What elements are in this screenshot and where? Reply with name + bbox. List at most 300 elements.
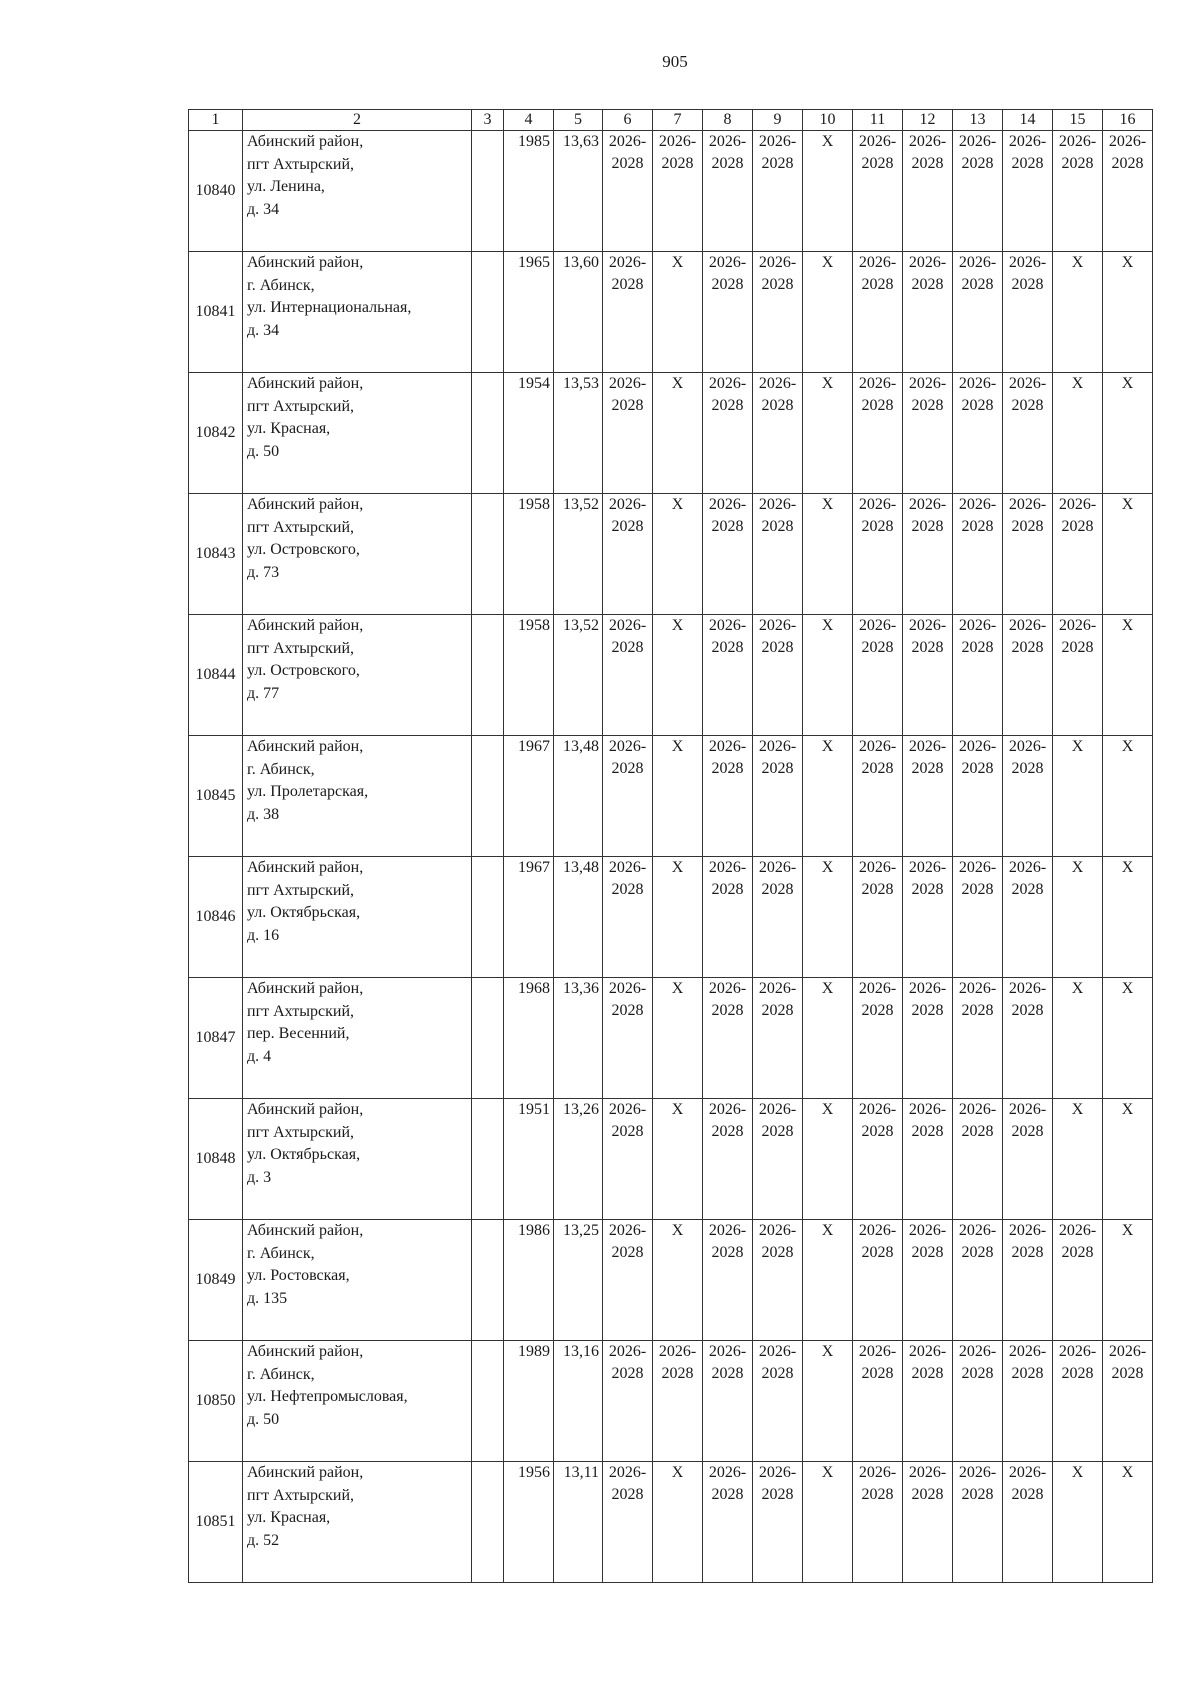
address-line: Абинский район, <box>247 617 364 634</box>
column-header: 15 <box>1053 110 1103 131</box>
column-header: 6 <box>603 110 653 131</box>
year-cell: 1958 <box>504 494 554 615</box>
period-cell <box>1053 373 1103 494</box>
period-cell <box>903 373 953 494</box>
period-line: 2028 <box>711 1123 744 1140</box>
address-line: ул. Ростовская, <box>247 1267 350 1284</box>
period-cell <box>1003 1462 1053 1583</box>
empty-cell <box>472 1462 504 1583</box>
period-line: Х <box>671 375 684 392</box>
period-line: 2028 <box>761 1002 794 1019</box>
period-cell <box>1003 978 1053 1099</box>
period-line: Х <box>1121 375 1134 392</box>
area-cell: 13,26 <box>554 1099 603 1220</box>
period-cell <box>1053 1099 1103 1220</box>
address-cell <box>243 131 472 252</box>
period-line: 2028 <box>911 1486 944 1503</box>
period-cell <box>953 978 1003 1099</box>
period-line: 2026- <box>958 1343 997 1360</box>
area-cell: 13,25 <box>554 1220 603 1341</box>
period-cell <box>953 857 1003 978</box>
period-line: 2026- <box>708 1101 747 1118</box>
period-line: 2028 <box>861 760 894 777</box>
period-cell <box>1103 615 1153 736</box>
period-line: 2026- <box>608 1101 647 1118</box>
period-cell <box>753 1341 803 1462</box>
period-cell <box>903 736 953 857</box>
period-line: 2026- <box>758 1222 797 1239</box>
period-cell <box>853 1462 903 1583</box>
period-line: Х <box>1071 1101 1084 1118</box>
period-line: 2028 <box>961 518 994 535</box>
address-line: д. 34 <box>247 321 280 339</box>
period-line: 2026- <box>1008 496 1047 513</box>
period-line: Х <box>821 1343 834 1360</box>
period-line: 2026- <box>858 859 897 876</box>
period-cell <box>603 736 653 857</box>
period-line: 2026- <box>908 1101 947 1118</box>
period-line: 2028 <box>611 397 644 414</box>
period-line: 2026- <box>708 1222 747 1239</box>
address-cell <box>243 494 472 615</box>
header-row <box>189 110 1153 131</box>
period-cell <box>953 1220 1003 1341</box>
period-line: Х <box>1071 980 1084 997</box>
period-cell <box>953 252 1003 373</box>
period-line: 2028 <box>761 639 794 656</box>
period-cell <box>803 978 853 1099</box>
period-cell <box>1103 131 1153 252</box>
period-line: 2028 <box>911 881 944 898</box>
address-line: г. Абинск, <box>247 760 315 778</box>
address-cell <box>243 1341 472 1462</box>
period-line: Х <box>671 496 684 513</box>
address-line: пгт Ахтырский, <box>247 518 355 536</box>
period-line: 2028 <box>911 397 944 414</box>
address-line: ул. Интернациональная, <box>247 299 412 316</box>
period-cell <box>603 1099 653 1220</box>
period-line: 2026- <box>958 1464 997 1481</box>
period-line: 2026- <box>858 133 897 150</box>
period-line: 2028 <box>861 276 894 293</box>
page-number: 905 <box>662 52 688 71</box>
address-line: д. 3 <box>247 1168 272 1186</box>
year-cell: 1967 <box>504 857 554 978</box>
registry-table <box>188 109 1153 1583</box>
period-line: 2026- <box>958 859 997 876</box>
address-cell <box>243 252 472 373</box>
period-line: 2028 <box>761 1244 794 1261</box>
address-line: ул. Октябрьская, <box>247 1146 361 1163</box>
period-line: 2028 <box>611 1486 644 1503</box>
period-line: Х <box>1121 859 1134 876</box>
column-header: 9 <box>753 110 803 131</box>
period-line: Х <box>671 859 684 876</box>
period-line: 2026- <box>608 738 647 755</box>
period-cell <box>703 373 753 494</box>
period-cell <box>703 494 753 615</box>
period-cell <box>803 1099 853 1220</box>
period-line: 2026- <box>958 254 997 271</box>
period-cell <box>1003 494 1053 615</box>
period-line: 2028 <box>961 1365 994 1382</box>
address-line: пгт Ахтырский, <box>247 881 355 899</box>
period-line: 2028 <box>1061 155 1094 172</box>
address-cell <box>243 373 472 494</box>
period-line: 2028 <box>861 1002 894 1019</box>
period-line: 2028 <box>711 760 744 777</box>
period-line: 2028 <box>1011 397 1044 414</box>
period-cell <box>1103 494 1153 615</box>
address-line: пгт Ахтырский, <box>247 155 355 173</box>
period-cell <box>903 1099 953 1220</box>
period-line: 2028 <box>611 1365 644 1382</box>
period-line: 2026- <box>608 859 647 876</box>
period-cell <box>1053 615 1103 736</box>
period-line: 2026- <box>908 1222 947 1239</box>
table-row <box>189 252 1153 373</box>
address-line: д. 50 <box>247 442 280 460</box>
row-number: 10841 <box>189 252 243 373</box>
period-line: Х <box>671 980 684 997</box>
period-line: 2028 <box>611 760 644 777</box>
period-line: 2028 <box>961 639 994 656</box>
year-cell: 1956 <box>504 1462 554 1583</box>
period-line: 2026- <box>908 1464 947 1481</box>
address-line: г. Абинск, <box>247 276 315 294</box>
area-cell: 13,52 <box>554 494 603 615</box>
row-number: 10846 <box>189 857 243 978</box>
period-cell <box>1103 736 1153 857</box>
address-line: Абинский район, <box>247 1464 364 1481</box>
address-line: д. 34 <box>247 200 280 218</box>
period-line: 2026- <box>758 1101 797 1118</box>
period-cell <box>603 1220 653 1341</box>
address-cell <box>243 1099 472 1220</box>
period-line: 2026- <box>958 133 997 150</box>
period-cell <box>1103 978 1153 1099</box>
period-line: Х <box>821 1222 834 1239</box>
column-header: 11 <box>853 110 903 131</box>
period-line: 2026- <box>858 738 897 755</box>
address-line: д. 135 <box>247 1289 288 1307</box>
address-cell <box>243 615 472 736</box>
period-line: 2026- <box>708 980 747 997</box>
period-line: 2028 <box>1061 639 1094 656</box>
period-line: Х <box>821 617 834 634</box>
period-cell <box>1053 1341 1103 1462</box>
period-cell <box>753 494 803 615</box>
period-line: 2028 <box>761 760 794 777</box>
period-line: 2028 <box>711 1002 744 1019</box>
period-cell <box>853 252 903 373</box>
period-cell <box>703 1341 753 1462</box>
period-cell <box>953 131 1003 252</box>
period-cell <box>853 494 903 615</box>
period-cell <box>603 857 653 978</box>
period-line: 2026- <box>758 617 797 634</box>
column-header: 4 <box>504 110 554 131</box>
empty-cell <box>472 978 504 1099</box>
period-line: Х <box>1121 496 1134 513</box>
period-line: 2028 <box>1011 1486 1044 1503</box>
period-cell <box>703 252 753 373</box>
period-line: Х <box>671 254 684 271</box>
period-line: 2026- <box>1058 496 1097 513</box>
address-line: д. 50 <box>247 1410 280 1428</box>
period-line: 2028 <box>1011 760 1044 777</box>
period-cell <box>753 978 803 1099</box>
period-cell <box>953 373 1003 494</box>
period-cell <box>1103 1099 1153 1220</box>
period-line: Х <box>821 980 834 997</box>
period-line: 2026- <box>608 496 647 513</box>
period-line: 2028 <box>761 276 794 293</box>
period-line: 2028 <box>1111 155 1144 172</box>
period-cell <box>703 615 753 736</box>
period-cell <box>803 736 853 857</box>
period-line: 2028 <box>711 1244 744 1261</box>
period-line: Х <box>1071 738 1084 755</box>
period-line: Х <box>1121 1464 1134 1481</box>
period-cell <box>853 373 903 494</box>
period-cell <box>1003 252 1053 373</box>
address-line: пгт Ахтырский, <box>247 639 355 657</box>
period-cell <box>653 252 703 373</box>
year-cell: 1968 <box>504 978 554 1099</box>
period-cell <box>653 1220 703 1341</box>
period-cell <box>1053 131 1103 252</box>
period-line: 2028 <box>761 881 794 898</box>
area-cell: 13,48 <box>554 736 603 857</box>
period-line: 2028 <box>961 1123 994 1140</box>
period-cell <box>853 1220 903 1341</box>
period-line: Х <box>1121 738 1134 755</box>
period-line: 2028 <box>711 276 744 293</box>
empty-cell <box>472 252 504 373</box>
period-line: Х <box>1121 1101 1134 1118</box>
address-line: Абинский район, <box>247 496 364 513</box>
period-cell <box>753 615 803 736</box>
period-cell <box>903 1462 953 1583</box>
empty-cell <box>472 373 504 494</box>
column-header: 5 <box>554 110 603 131</box>
column-header: 7 <box>653 110 703 131</box>
period-line: 2026- <box>858 496 897 513</box>
period-cell <box>703 1462 753 1583</box>
period-line: 2026- <box>708 859 747 876</box>
empty-cell <box>472 1341 504 1462</box>
address-line: пгт Ахтырский, <box>247 1002 355 1020</box>
period-line: 2028 <box>1011 1244 1044 1261</box>
period-line: 2026- <box>958 738 997 755</box>
period-line: 2028 <box>1011 518 1044 535</box>
table-row <box>189 373 1153 494</box>
period-cell <box>753 1220 803 1341</box>
period-cell <box>903 131 953 252</box>
period-line: 2026- <box>858 617 897 634</box>
year-cell: 1985 <box>504 131 554 252</box>
period-cell <box>603 131 653 252</box>
period-line: 2028 <box>1011 155 1044 172</box>
period-cell <box>1103 1220 1153 1341</box>
period-cell <box>753 736 803 857</box>
period-line: 2028 <box>961 155 994 172</box>
period-cell <box>653 978 703 1099</box>
period-line: 2026- <box>758 980 797 997</box>
period-cell <box>953 1462 1003 1583</box>
period-cell <box>803 494 853 615</box>
period-line: 2026- <box>908 375 947 392</box>
period-cell <box>853 978 903 1099</box>
address-line: д. 73 <box>247 563 280 581</box>
period-line: 2028 <box>611 1002 644 1019</box>
period-line: 2028 <box>711 1486 744 1503</box>
empty-cell <box>472 494 504 615</box>
column-header: 3 <box>472 110 504 131</box>
period-line: 2026- <box>1008 1343 1047 1360</box>
period-line: 2028 <box>761 1123 794 1140</box>
period-cell <box>1003 857 1053 978</box>
period-cell <box>903 494 953 615</box>
period-cell <box>803 1341 853 1462</box>
period-cell <box>1103 1462 1153 1583</box>
period-line: 2028 <box>1061 518 1094 535</box>
row-number: 10842 <box>189 373 243 494</box>
empty-cell <box>472 736 504 857</box>
period-line: 2026- <box>758 1464 797 1481</box>
empty-cell <box>472 1099 504 1220</box>
empty-cell <box>472 1220 504 1341</box>
address-line: ул. Ленина, <box>247 178 325 195</box>
table-row <box>189 736 1153 857</box>
period-line: 2026- <box>908 980 947 997</box>
period-cell <box>753 252 803 373</box>
period-line: 2028 <box>1061 1244 1094 1261</box>
period-line: 2028 <box>761 1365 794 1382</box>
period-line: Х <box>1121 980 1134 997</box>
period-line: 2026- <box>758 496 797 513</box>
period-cell <box>1003 1341 1053 1462</box>
period-cell <box>953 1341 1003 1462</box>
period-cell <box>1053 857 1103 978</box>
period-cell <box>653 736 703 857</box>
period-cell <box>1003 1099 1053 1220</box>
period-line: 2028 <box>1011 276 1044 293</box>
area-cell: 13,60 <box>554 252 603 373</box>
area-cell: 13,36 <box>554 978 603 1099</box>
period-cell <box>853 131 903 252</box>
address-line: Абинский район, <box>247 375 364 392</box>
period-line: 2026- <box>1058 617 1097 634</box>
period-cell <box>1003 1220 1053 1341</box>
period-line: 2028 <box>711 518 744 535</box>
period-line: 2026- <box>1008 1101 1047 1118</box>
column-header: 13 <box>953 110 1003 131</box>
table-row <box>189 1099 1153 1220</box>
period-cell <box>753 373 803 494</box>
period-cell <box>603 1341 653 1462</box>
period-cell <box>853 736 903 857</box>
period-line: 2028 <box>961 1486 994 1503</box>
period-line: 2026- <box>608 617 647 634</box>
year-cell: 1967 <box>504 736 554 857</box>
period-line: Х <box>821 254 834 271</box>
period-line: 2026- <box>608 1343 647 1360</box>
period-line: 2028 <box>711 1365 744 1382</box>
period-line: 2026- <box>908 617 947 634</box>
period-cell <box>903 252 953 373</box>
period-line: 2026- <box>608 254 647 271</box>
period-cell <box>1053 736 1103 857</box>
year-cell: 1954 <box>504 373 554 494</box>
period-line: 2028 <box>661 1365 694 1382</box>
period-line: 2028 <box>861 1486 894 1503</box>
period-line: 2028 <box>1011 1002 1044 1019</box>
area-cell: 13,11 <box>554 1462 603 1583</box>
column-header: 12 <box>903 110 953 131</box>
period-line: Х <box>1071 375 1084 392</box>
period-line: Х <box>821 1464 834 1481</box>
period-line: 2028 <box>611 276 644 293</box>
row-number: 10851 <box>189 1462 243 1583</box>
period-line: Х <box>671 1101 684 1118</box>
period-line: 2026- <box>708 133 747 150</box>
period-line: 2026- <box>1108 133 1147 150</box>
address-line: д. 4 <box>247 1047 272 1065</box>
table-row <box>189 978 1153 1099</box>
period-line: 2026- <box>958 375 997 392</box>
period-line: 2026- <box>708 1343 747 1360</box>
period-line: 2028 <box>611 1123 644 1140</box>
area-cell: 13,48 <box>554 857 603 978</box>
registry-sheet <box>188 109 1153 1583</box>
empty-cell <box>472 857 504 978</box>
period-line: Х <box>821 496 834 513</box>
address-line: Абинский район, <box>247 1101 364 1118</box>
period-cell <box>753 1462 803 1583</box>
period-cell <box>653 373 703 494</box>
period-line: Х <box>1121 1222 1134 1239</box>
period-line: 2028 <box>611 881 644 898</box>
address-line: пер. Весенний, <box>247 1025 350 1042</box>
row-number: 10843 <box>189 494 243 615</box>
address-line: д. 77 <box>247 684 280 702</box>
period-line: 2028 <box>711 155 744 172</box>
period-cell <box>603 978 653 1099</box>
period-line: 2028 <box>861 1244 894 1261</box>
period-line: 2026- <box>1008 375 1047 392</box>
period-line: 2028 <box>711 639 744 656</box>
period-line: 2026- <box>708 375 747 392</box>
area-cell: 13,52 <box>554 615 603 736</box>
period-line: 2026- <box>958 496 997 513</box>
period-line: 2028 <box>761 155 794 172</box>
period-line: 2028 <box>611 155 644 172</box>
period-cell <box>803 1462 853 1583</box>
period-cell <box>603 252 653 373</box>
period-line: 2028 <box>911 1123 944 1140</box>
row-number: 10844 <box>189 615 243 736</box>
period-cell <box>653 615 703 736</box>
period-cell <box>753 1099 803 1220</box>
period-line: 2028 <box>1111 1365 1144 1382</box>
period-line: Х <box>821 375 834 392</box>
period-cell <box>953 736 1003 857</box>
year-cell: 1965 <box>504 252 554 373</box>
period-line: 2026- <box>608 1464 647 1481</box>
period-cell <box>603 615 653 736</box>
